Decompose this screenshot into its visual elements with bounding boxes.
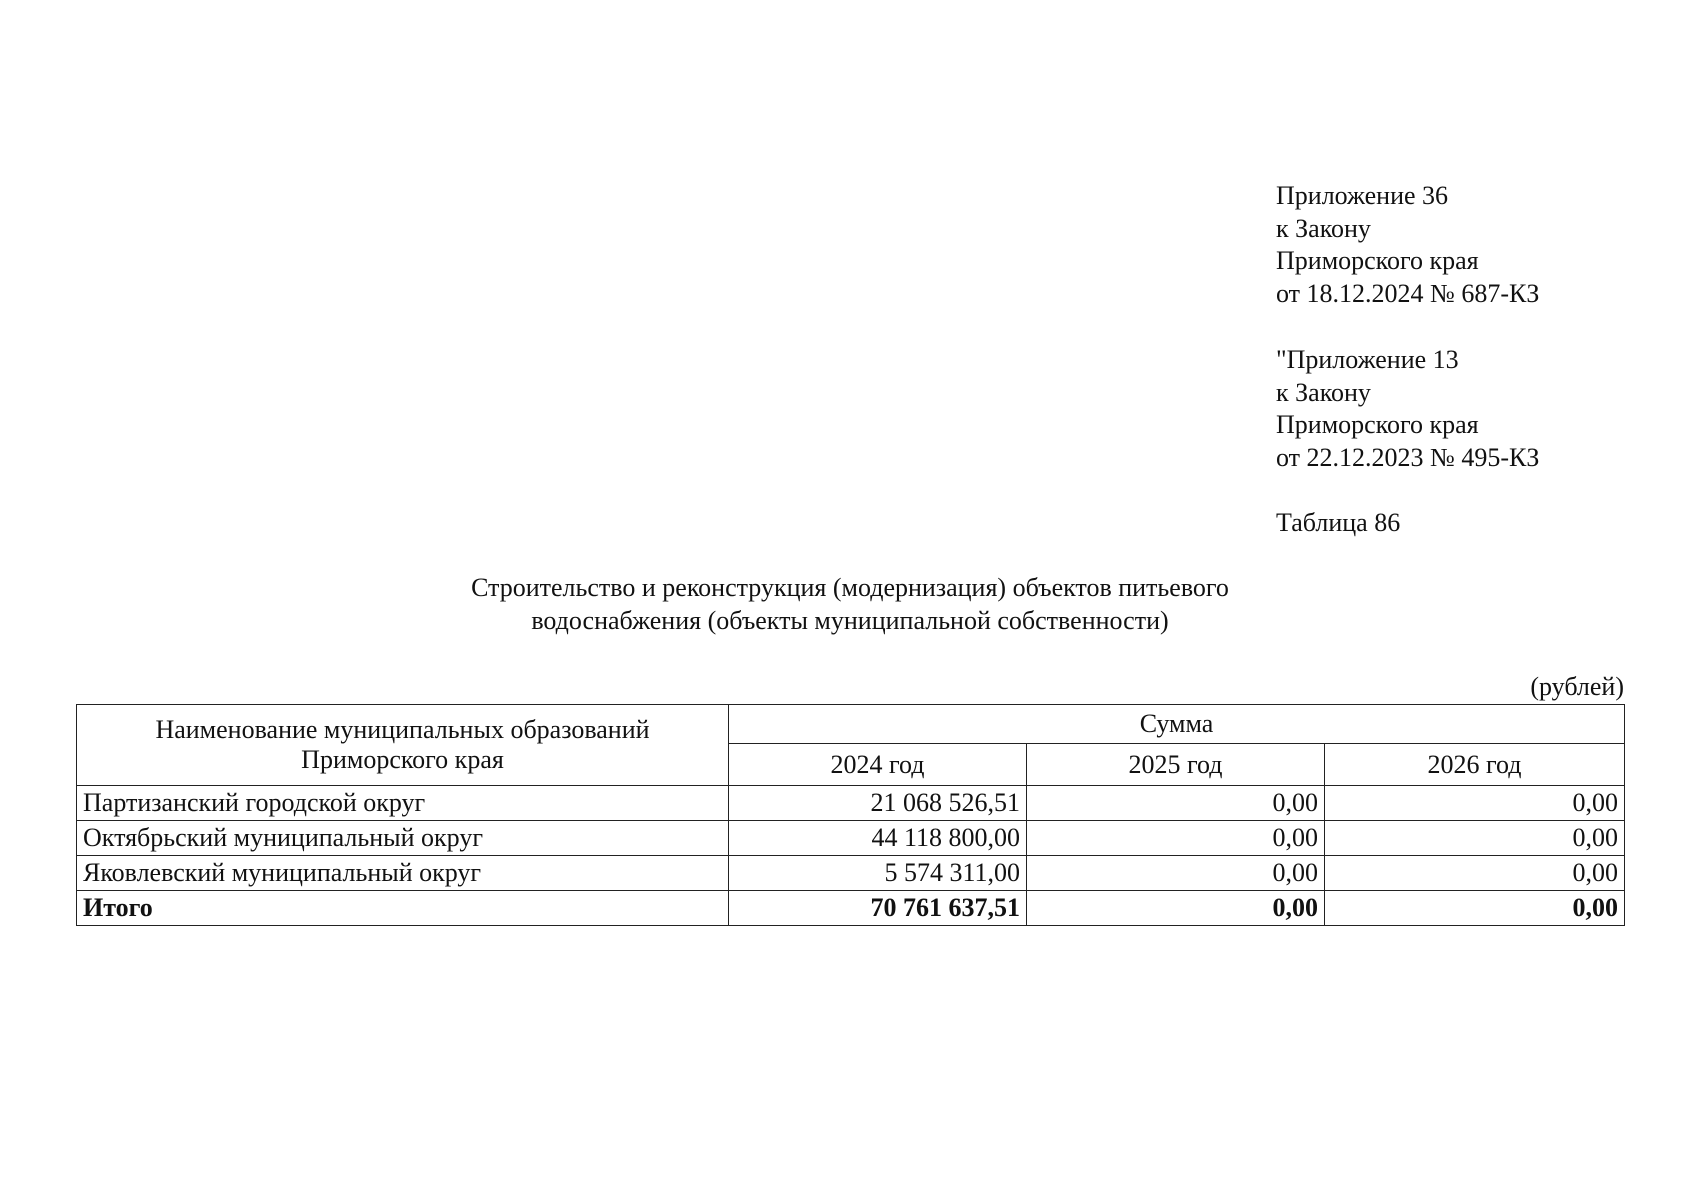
appendix-line: Приложение 36: [1276, 181, 1449, 210]
original-appendix-line: к Закону: [1276, 377, 1371, 407]
total-row: [77, 891, 1625, 926]
amount-2025: 0,00: [1027, 821, 1325, 856]
document-title: [350, 572, 1350, 637]
table-row: [77, 786, 1625, 821]
amount-2024: 5 574 311,00: [729, 856, 1027, 891]
budget-table: [76, 704, 1625, 926]
total-2025: 0,00: [1027, 891, 1325, 926]
municipality-name: Партизанский городской округ: [77, 786, 729, 821]
table-number: Таблица 86: [1276, 508, 1401, 537]
municipality-name: Яковлевский муниципальный округ: [77, 856, 729, 891]
amount-2024: 21 068 526,51: [729, 786, 1027, 821]
original-appendix-line: "Приложение 13: [1276, 345, 1459, 374]
original-appendix-reference: [1276, 344, 1539, 474]
title-line: Строительство и реконструкция (модернизация) объектов питьевого: [471, 573, 1229, 602]
table-row: [77, 821, 1625, 856]
original-appendix-line: Приморского края: [1276, 410, 1479, 439]
amount-2026: 0,00: [1325, 856, 1625, 891]
amount-2024: 44 118 800,00: [729, 821, 1027, 856]
amount-2026: 0,00: [1325, 786, 1625, 821]
appendix-line: к Закону: [1276, 213, 1371, 243]
header-year-2024: 2024 год: [729, 744, 1027, 786]
municipality-name: Октябрьский муниципальный округ: [77, 821, 729, 856]
appendix-line: от 18.12.2024 № 687-КЗ: [1276, 278, 1540, 308]
total-2024: 70 761 637,51: [729, 891, 1027, 926]
appendix-line: Приморского края: [1276, 246, 1479, 275]
appendix-reference: [1276, 180, 1539, 310]
total-2026: 0,00: [1325, 891, 1625, 926]
amount-2026: 0,00: [1325, 821, 1625, 856]
header-year-2025: 2025 год: [1027, 744, 1325, 786]
header-sum: Сумма: [729, 705, 1625, 744]
units-label: (рублей): [1530, 672, 1624, 701]
table-row: [77, 856, 1625, 891]
original-appendix-line: от 22.12.2023 № 495-КЗ: [1276, 442, 1540, 472]
title-line: водоснабжения (объекты муниципальной собственности): [531, 605, 1169, 635]
amount-2025: 0,00: [1027, 856, 1325, 891]
header-year-2026: 2026 год: [1325, 744, 1625, 786]
header-municipality: Наименование муниципальных образований Приморского края: [77, 705, 729, 786]
total-label: Итого: [77, 891, 729, 926]
amount-2025: 0,00: [1027, 786, 1325, 821]
